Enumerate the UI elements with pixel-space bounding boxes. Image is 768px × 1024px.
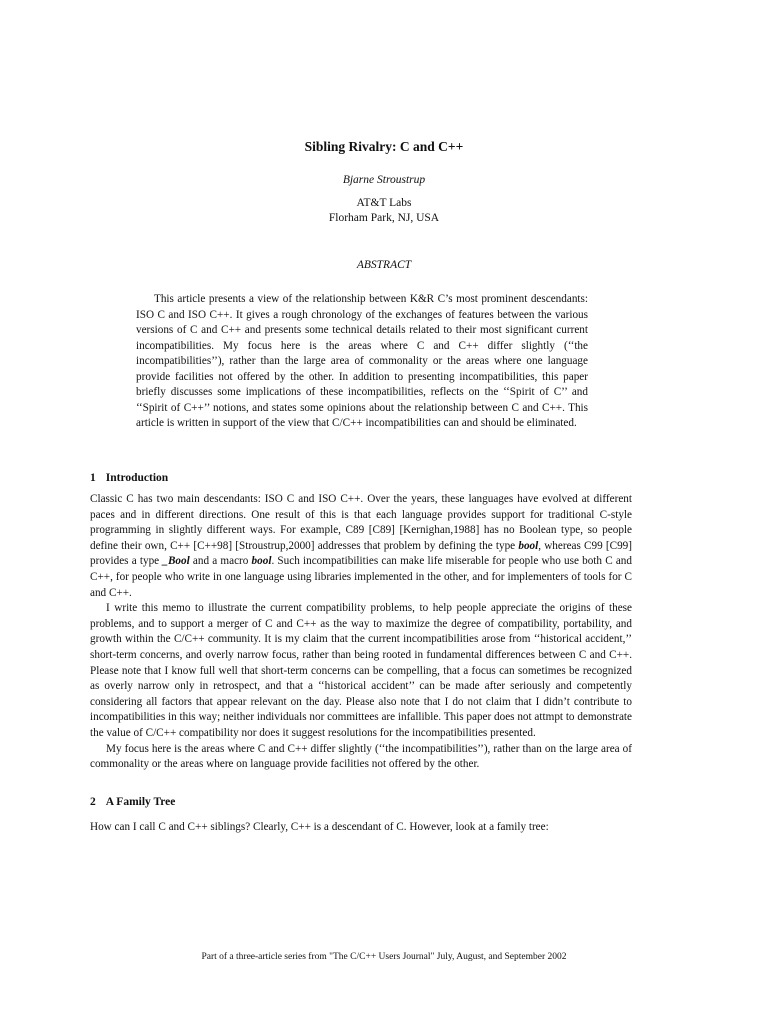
abstract-body (136, 292, 588, 432)
page-footer: Part of a three-article series from "The C/C++ Users Journal" July, August, and September 2002 (201, 952, 567, 962)
text-run: and a macro (189, 555, 252, 568)
section-number: 2 (90, 796, 96, 808)
abstract-paragraph: This article presents a view of the relationship between K&R C’s most prominent descendants: ISO C and ISO C++. It gives a rough chronology of the exchanges of features between the various versions of C and C++ and presents some technical details related to their most significant current incompatibilities. My focus here is the areas where C and C++ differ slightly (‘‘the incompatibilities’’), rather than the large area of commonality or the areas where one language provide facilities not offered by the other. In addition to presenting incompatibilities, this paper briefly discusses some implications of these incompatibilities, reflects on the ‘‘Spirit of C’’ and ‘‘Spirit of C++’’ notions, and states some opinions about the relationship between C and C++. This article is written in support of the view that C/C++ incompatibilities can and should be eliminated. (136, 293, 588, 429)
section-1-body (90, 492, 632, 773)
section-title: A Family Tree (105, 796, 176, 808)
affiliation-location: Florham Park, NJ, USA (328, 212, 440, 224)
code-keyword: bool (518, 539, 539, 552)
paragraph: How can I call C and C++ siblings? Clearly, C++ is a descendant of C. However, look at a family tree: (90, 821, 549, 833)
section-number: 1 (90, 472, 96, 484)
text-run: Classic C has two main descendants: ISO C and ISO C++. Over the years, these languages have evolved at different paces and in different directions. One result of this is that each language provides support for traditional C-style programming in slightly different ways. For example, C89 [C89] [Kernighan,1988] has no Boolean type, so people define their own, C++ [C++98] [Stroustrup,2000] addresses that problem by defining the type (90, 493, 632, 552)
section-title: Introduction (105, 472, 169, 484)
text-run: . Such incompatibilities can make life miserable for people who use both C and C++, for people who write in one language using libraries implemented in the other, and for implementers of tools for C and C++. (90, 555, 632, 599)
code-keyword: _Bool (162, 555, 190, 568)
section-2-heading (90, 796, 175, 808)
paper-title: Sibling Rivalry: C and C++ (304, 139, 464, 154)
abstract-heading: ABSTRACT (356, 259, 412, 271)
affiliation-org: AT&T Labs (356, 197, 412, 209)
paragraph: My focus here is the areas where C and C++ differ slightly (‘‘the incompatibilities’’), rather than on the large area of commonality or the areas where on language provide facilities not offered by the other. (90, 742, 632, 771)
affiliation (0, 196, 768, 226)
section-2-body (90, 820, 632, 836)
author-name: Bjarne Stroustrup (342, 174, 426, 186)
paragraph: I write this memo to illustrate the current compatibility problems, to help people appreciate the origins of these problems, and to support a merger of C and C++ as the way to maximize the degree of compatibility, portability, and growth within the C/C++ community. It is my claim that the current incompatibilities arose from ‘‘historical accident,’’ short-term concerns, and overly narrow focus, rather than being rooted in fundamental differences between C and C++. Please note that I know full well that short-term concerns can be compelling, that a focus can sometimes be recognized as overly narrow only in retrospect, and that a ‘‘historical accident’’ can be made after seriously and competently considering all factors that appear relevant on the day. Please also note that I do not claim that I didn’t contribute to incompatibilities in this way; neither individuals nor committees are infallible. This paper does not attmpt to demonstrate the value of C/C++ compatibility nor does it suggest resolutions for the incompatibilities presented. (90, 602, 632, 739)
section-1-heading (90, 472, 168, 484)
paragraph (90, 492, 632, 601)
text-run: , whereas C99 [C99] provides a type (90, 539, 632, 568)
code-keyword: bool (251, 555, 272, 568)
